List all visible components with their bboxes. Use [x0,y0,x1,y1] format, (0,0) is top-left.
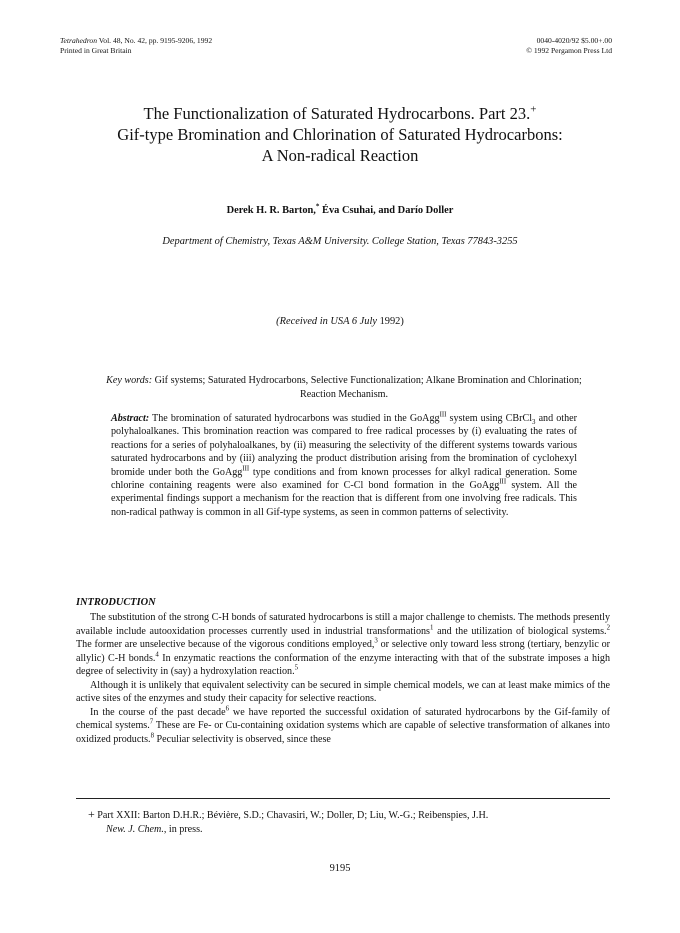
received-text: (Received in USA 6 July [276,316,380,327]
journal-citation: Vol. 48, No. 42, pp. 9195-9206, 1992 [98,36,213,45]
abstract-text: system using CBrCl [446,413,533,424]
publisher-header [526,36,612,56]
article-code: 0040-4020/92 $5.00+.00 [536,36,612,45]
superscript: III [439,411,447,419]
body-text: These are Fe- or Cu-containing oxidation systems which are capable of selective transformation of alkanes into oxidized products. [76,720,610,745]
title-line-3: A Non-radical Reaction [261,146,419,165]
reference-marker: 7 [149,718,154,726]
body-text: Peculiar selectivity is observed, since these [154,733,331,745]
abstract-label: Abstract: [111,413,150,424]
intro-paragraph-2: Although it is unlikely that equivalent selectivity can be secured in simple chemical models, we can at least make mimics of the active sites of the enzymes and study their capacity for selective reactions. [76,679,610,704]
reference-marker: 2 [606,624,610,632]
keywords [88,374,600,401]
abstract-text: and other polyhaloalkanes. This bromination reaction was compared to free radical processes by (i) evaluating the rates of reactions for a series of polyhaloalkanes, by (ii) measuring the selectivity of the different systems towards various saturated hydrocarbons and by (iii) analyzing the product distribution arising from the bromination of cyclohexyl bromide under both the GoAgg [111,413,577,478]
abstract [111,412,577,519]
footnote-status: , in press. [163,823,203,835]
subscript: 3 [532,419,536,427]
keywords-label: Key words: [106,375,153,386]
intro-paragraph-3 [76,706,610,747]
footnote-journal: New. J. Chem. [106,823,164,835]
footnote-text: Part XXII: Barton D.H.R.; Bévière, S.D.; Chavasiri, W.; Doller, D; Liu, W.-G.; Reibenspies, J.H. [94,810,489,821]
body-text: we have reported the successful oxidation of saturated hydrocarbons by the Gif-family of chemical systems. [76,706,610,731]
article-title [0,103,680,166]
keywords-text: Gif systems; Saturated Hydrocarbons, Selective Functionalization; Alkane Bromination and Chlorination; Reaction Mechanism. [152,375,582,400]
body-text: In the course of the past decade [90,706,226,718]
title-line-2: Gif-type Bromination and Chlorination of Saturated Hydrocarbons: [117,125,563,144]
body-text: The substitution of the strong C-H bonds of saturated hydrocarbons is still a major challenge to chemists. The methods presently available include autooxidation processes currently used in industrial transformations [76,612,610,637]
body-text: and the utilization of biological systems. [433,625,607,637]
intro-paragraph-1 [76,611,610,679]
body-text: In enzymatic reactions the conformation of the enzyme interacting with that of the substrate imposes a high degree of selectivity in (say) a hydroxylation reaction. [76,652,610,677]
superscript: III [499,478,507,486]
page-number: 9195 [329,863,351,874]
abstract-text: system. All the experimental findings support a mechanism for the reaction that is different from one involving free radicals. This non-radical pathway is common in all Gif-type systems, as seen in common patterns of selectivity. [111,480,577,518]
copyright-line: © 1992 Pergamon Press Ltd [526,46,612,55]
reference-marker: 5 [294,664,299,672]
superscript: III [242,465,250,473]
journal-name: Tetrahedron [60,36,97,45]
affiliation: Department of Chemistry, Texas A&M University. College Station, Texas 77843-3255 [162,236,518,247]
title-footnote-marker: + [530,103,537,116]
received-year: 1992) [379,316,404,327]
abstract-text: type conditions and from known processes for alkyl radical generation. Some chlorine containing reagents were also examined for C-Cl bond formation in the GoAgg [111,466,577,492]
reference-marker: 1 [429,624,434,632]
footnote [88,808,598,836]
author-1: Derek H. R. Barton, [226,205,316,216]
introduction-body [76,611,610,746]
reference-marker: 4 [155,651,159,659]
journal-header [60,36,212,56]
printed-in: Printed in Great Britain [60,46,132,55]
section-heading-introduction: INTRODUCTION [76,597,156,608]
corresponding-author-marker: * [315,202,320,211]
received-date [0,316,680,327]
body-text: or selective only toward less strong (tertiary, benzylic or allylic) C-H bonds. [76,639,611,664]
body-text: The former are unselective because of the vigorous conditions employed, [76,639,375,650]
author-list [0,202,680,216]
abstract-text: The bromination of saturated hydrocarbons was studied in the GoAgg [149,413,440,424]
reference-marker: 8 [150,732,155,740]
reference-marker: 6 [225,705,229,713]
authors-rest: Éva Csuhai, and Darío Doller [319,205,454,216]
reference-marker: 3 [374,637,378,645]
footnote-symbol: + [88,807,95,821]
title-line-1: The Functionalization of Saturated Hydrocarbons. Part 23. [143,104,531,123]
abstract-paragraph [111,412,577,519]
footnote-divider [76,798,610,799]
